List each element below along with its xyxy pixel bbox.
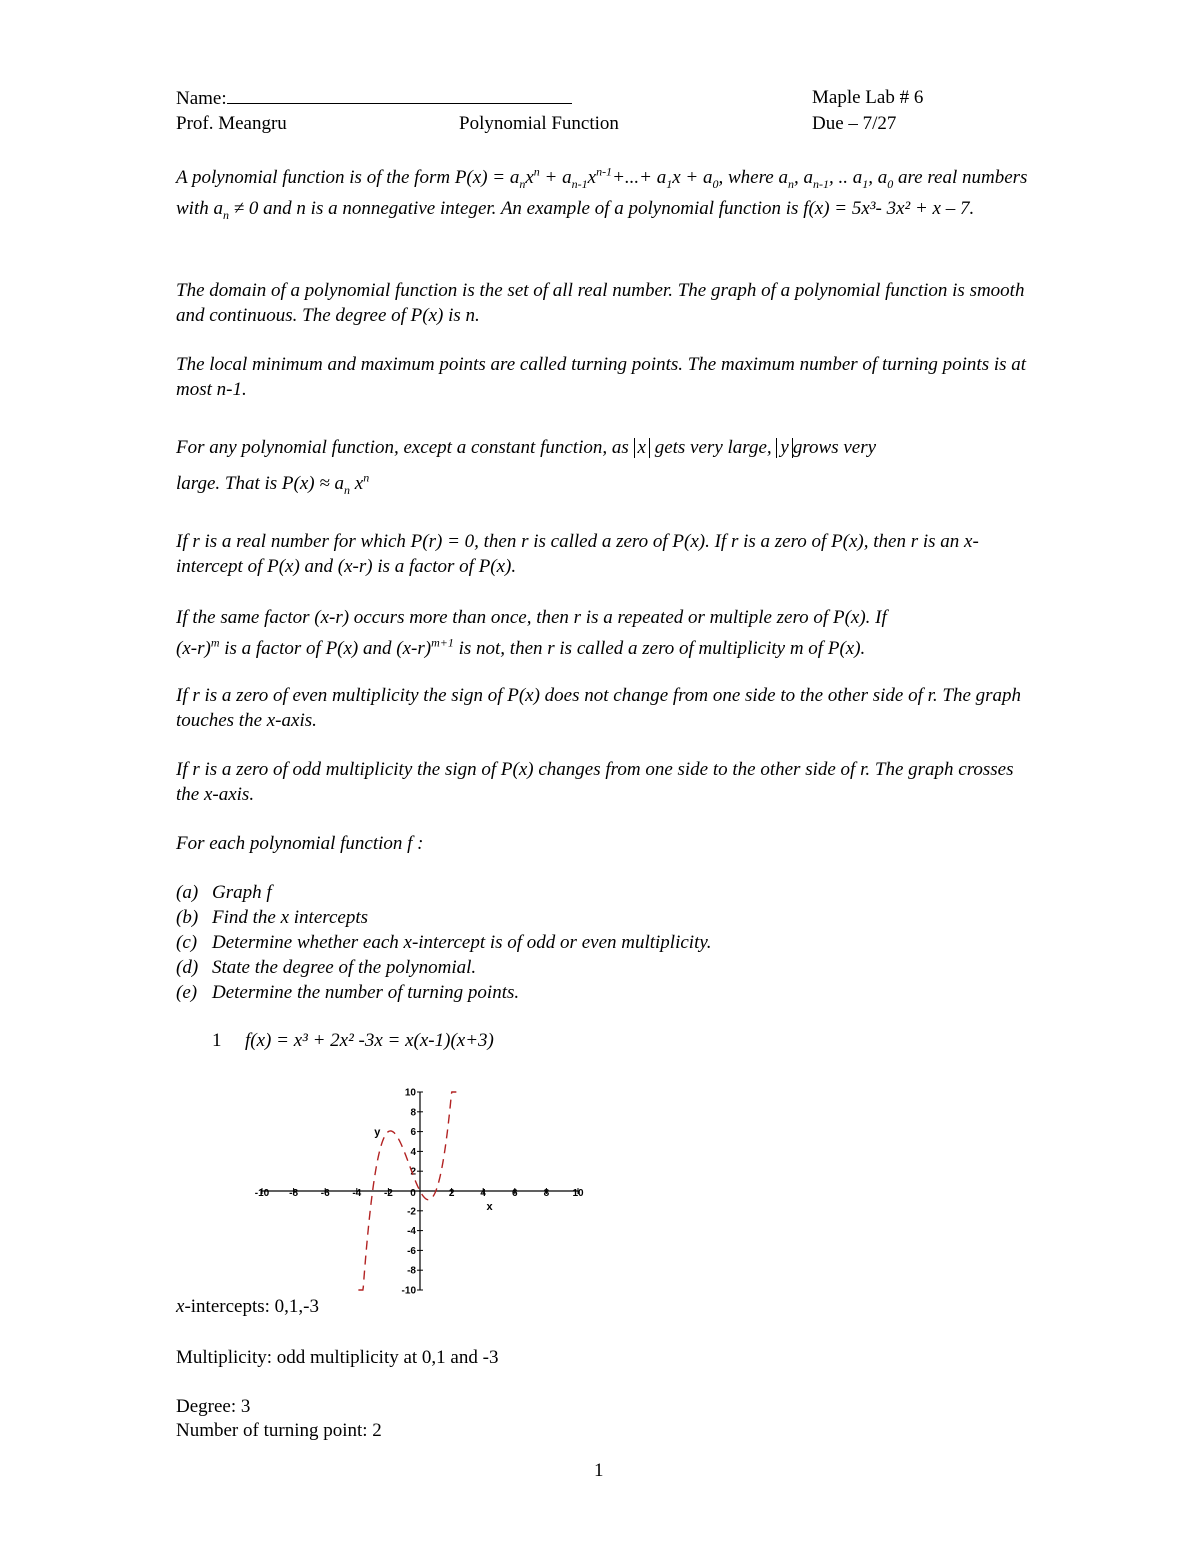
topic: Polynomial Function [459, 113, 619, 134]
problem-number: 1 [212, 1030, 222, 1051]
y-tick-label: -2 [407, 1206, 416, 1218]
name-field [176, 87, 572, 110]
example-function: f(x) = 5x³- 3x² + x – 7. [803, 198, 975, 219]
turning-point-answer: Number of turning point: 2 [176, 1420, 382, 1441]
y-tick-label: 6 [410, 1127, 416, 1139]
problem-equation: f(x) = x³ + 2x² -3x = x(x-1)(x+3) [245, 1030, 494, 1051]
page-number: 1 [594, 1460, 604, 1481]
x-tick-label: -10 [254, 1188, 270, 1199]
x-tick-label: 8 [543, 1188, 550, 1199]
x-intercepts-answer: x-intercepts: 0,1,-3 [176, 1296, 319, 1317]
polynomial-graph [240, 1075, 600, 1295]
list-item: (b) Find the x intercepts [176, 907, 368, 928]
due-date: Due – 7/27 [812, 113, 897, 134]
x-tick-label: 10 [572, 1188, 584, 1199]
y-tick-label: 10 [404, 1087, 416, 1099]
x-tick-label: -8 [289, 1188, 299, 1199]
domain-paragraph: The domain of a polynomial function is the set of all real number. The graph of a polynomial function is smooth and continuous. The degree of P(x) is n. [176, 280, 1025, 326]
list-item: (c) Determine whether each x-intercept is of odd or even multiplicity. [176, 932, 712, 953]
list-item: (a) Graph f [176, 882, 272, 903]
y-tick-label: 2 [410, 1166, 416, 1178]
multiplicity-answer: Multiplicity: odd multiplicity at 0,1 and -3 [176, 1347, 499, 1368]
y-tick-label: -4 [407, 1226, 416, 1238]
y-tick-label: 8 [410, 1107, 416, 1119]
x-tick-label: 4 [480, 1188, 486, 1199]
degree-answer: Degree: 3 [176, 1396, 251, 1417]
professor: Prof. Meangru [176, 113, 287, 134]
zero-paragraph: If r is a real number for which P(r) = 0, then r is called a zero of P(x). If r is a zero of P(x), then r is an x-intercept of P(x) and (x-r) is a factor of P(x). [176, 531, 979, 577]
y-axis-label: y [374, 1126, 381, 1139]
task-list [176, 880, 712, 1005]
x-tick-label: -6 [320, 1188, 330, 1199]
list-item: (e) Determine the number of turning points. [176, 982, 520, 1003]
x-tick-label: 0 [410, 1188, 416, 1199]
x-tick-label: 2 [448, 1188, 455, 1199]
name-blank [227, 87, 572, 104]
repeated-zero-paragraph: If the same factor (x-r) occurs more than once, then r is a repeated or multiple zero of P(x). If $(x-r)^m$ is a factor of P(x) and $(x-r)^{m+1}$ is not, then r is called a zero of multiplicity m of P(x). [176, 607, 887, 659]
definition-paragraph: A polynomial function is of the form $P(x) = a_nx^n + a_{n-1}x^{n-1}+...+ a_1x + a_0$, where $a_n$, $a_{n-1}$, .. $a_1$, $a_0$ are real numbers with $a_n \ne 0$ and n is a nonnegative integer. An example of a polynomial function is f(x) = 5x³- 3x² + x – 7. [176, 164, 1028, 222]
y-tick-label: -8 [407, 1265, 416, 1277]
turning-points-paragraph: The local minimum and maximum points are called turning points. The maximum number of turning points is at most n-1. [176, 354, 1027, 400]
x-tick-label: -2 [383, 1188, 393, 1199]
y-tick-label: -10 [401, 1285, 416, 1295]
end-behavior-paragraph: For any polynomial function, except a constant function, as x gets very large, y grows very large. That is $P(x) \approx a_n$ $x^n$ [176, 437, 877, 497]
y-tick-label: 4 [410, 1146, 416, 1158]
x-tick-label: 6 [512, 1188, 518, 1199]
y-tick-label: -6 [407, 1245, 416, 1257]
list-item: (d) State the degree of the polynomial. [176, 957, 477, 978]
x-tick-label: -4 [352, 1188, 362, 1199]
lab-number: Maple Lab # 6 [812, 87, 924, 108]
instruction-paragraph: For each polynomial function f : [176, 833, 424, 854]
odd-multiplicity-paragraph: If r is a zero of odd multiplicity the sign of P(x) changes from one side to the other side of r. The graph crosses the x-axis. [176, 759, 1014, 805]
x-axis-label: x [486, 1201, 493, 1213]
name-label: Name: [176, 88, 227, 109]
even-multiplicity-paragraph: If r is a zero of even multiplicity the sign of P(x) does not change from one side to the other side of r. The graph touches the x-axis. [176, 685, 1022, 731]
